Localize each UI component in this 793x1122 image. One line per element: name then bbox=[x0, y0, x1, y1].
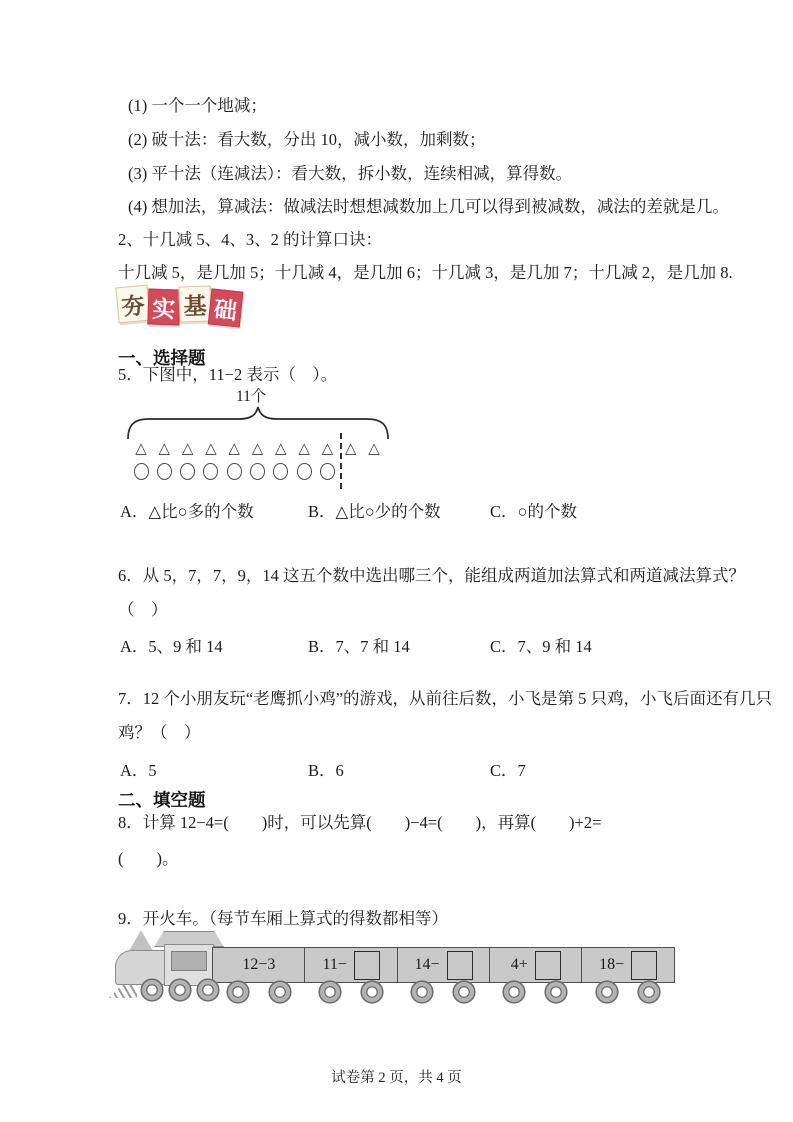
mnemonic-line: 十几减 5，是几加 5；十几减 4，是几加 6；十几减 3，是几加 7；十几减 2，是几加 8. bbox=[118, 263, 733, 282]
triangle-symbol: △ bbox=[251, 441, 264, 457]
foundation-stamp bbox=[117, 286, 241, 322]
q5-option-c: C．○的个数 bbox=[490, 502, 577, 521]
stamp-tile: 夯 bbox=[115, 285, 150, 324]
mnemonic-title: 2、十几减 5、4、3、2 的计算口诀： bbox=[118, 230, 382, 249]
brace-count-label: 11个 bbox=[236, 388, 267, 405]
train-car bbox=[397, 947, 491, 983]
triangle-symbol: △ bbox=[298, 441, 310, 457]
circle-symbol bbox=[203, 463, 218, 480]
train-car bbox=[489, 947, 583, 983]
triangle-symbol: △ bbox=[275, 441, 287, 457]
dashed-divider bbox=[340, 433, 342, 489]
triangle-symbol: △ bbox=[321, 441, 334, 457]
car-expression: 18− bbox=[599, 956, 625, 973]
method-line-3: (3) 平十法（连减法）：看大数，拆小数，连续相减，算得数。 bbox=[128, 164, 573, 183]
question-6-text2: （ ） bbox=[118, 600, 168, 619]
stamp-tile: 基 bbox=[178, 285, 211, 322]
car-expression: 12−3 bbox=[242, 956, 276, 973]
question-8-line1: 8．计算 12−4=( )时，可以先算( )−4=( )，再算( )+2= bbox=[118, 813, 602, 832]
circle-symbol bbox=[227, 463, 242, 480]
answer-box bbox=[535, 951, 561, 980]
circle-symbol bbox=[250, 463, 265, 480]
question-7-text2: 鸡？（ ） bbox=[118, 723, 201, 742]
triangle-symbol: △ bbox=[158, 441, 171, 457]
question-5-text: 5．下图中，11−2 表示（ ）。 bbox=[118, 365, 338, 384]
triangle-symbol: △ bbox=[344, 441, 357, 457]
circle-symbol bbox=[297, 463, 312, 480]
triangle-symbol: △ bbox=[228, 441, 240, 457]
method-line-4: (4) 想加法，算减法：做减法时想想减数加上几可以得到被减数，减法的差就是几。 bbox=[128, 197, 729, 216]
wheel bbox=[170, 980, 190, 1000]
q7-option-a: A．5 bbox=[120, 761, 157, 780]
circle-symbol bbox=[157, 463, 172, 480]
triangle-symbol: △ bbox=[181, 441, 194, 457]
answer-box bbox=[354, 951, 380, 980]
q7-option-c: C．7 bbox=[490, 761, 526, 780]
wheel bbox=[597, 982, 617, 1002]
section-heading-choice: 一、选择题 bbox=[118, 348, 206, 368]
wheel bbox=[270, 982, 290, 1002]
q6-option-b: B．7、7 和 14 bbox=[308, 637, 410, 656]
wheel bbox=[546, 982, 566, 1002]
train-car bbox=[581, 947, 675, 983]
stamp-tile: 实 bbox=[147, 288, 180, 325]
question-9-text: 9．开火车。（每节车厢上算式的得数都相等） bbox=[118, 909, 448, 928]
car-expression: 4+ bbox=[510, 956, 528, 973]
circle-symbol bbox=[320, 463, 335, 480]
stamp-tile: 础 bbox=[208, 288, 244, 327]
wheel bbox=[412, 982, 432, 1002]
question-7-text: 7．12 个小朋友玩“老鹰抓小鸡”的游戏，从前往后数，小飞是第 5 只鸡，小飞后面还有几只 bbox=[118, 689, 773, 708]
method-line-2: (2) 破十法：看大数，分出 10，减小数，加剩数； bbox=[128, 130, 486, 149]
circle-symbol bbox=[180, 463, 195, 480]
method-line-1: (1) 一个一个地减； bbox=[128, 96, 267, 115]
question-8-line2: ( )。 bbox=[118, 849, 179, 868]
wheel bbox=[504, 982, 524, 1002]
wheel bbox=[320, 982, 340, 1002]
q5-option-a: A．△比○多的个数 bbox=[120, 502, 254, 521]
circle-symbol bbox=[273, 463, 288, 480]
q6-option-c: C．7、9 和 14 bbox=[490, 637, 592, 656]
q6-option-a: A．5、9 和 14 bbox=[120, 637, 223, 656]
q5-option-b: B．△比○少的个数 bbox=[308, 502, 441, 521]
wheel bbox=[198, 980, 218, 1000]
section-heading-fill: 二、填空题 bbox=[118, 790, 206, 810]
wheel bbox=[639, 982, 659, 1002]
triangle-symbol: △ bbox=[205, 441, 217, 457]
q7-option-b: B．6 bbox=[308, 761, 344, 780]
wheel bbox=[362, 982, 382, 1002]
triangle-symbol: △ bbox=[135, 441, 147, 457]
wheel bbox=[142, 980, 162, 1000]
locomotive-window bbox=[171, 951, 207, 971]
locomotive-chimney bbox=[129, 930, 153, 951]
answer-box bbox=[447, 951, 473, 980]
train-car bbox=[212, 947, 306, 983]
footer-page-number: 试卷第 2 页，共 4 页 bbox=[331, 1070, 462, 1086]
circle-symbol bbox=[134, 463, 149, 480]
triangle-symbol: △ bbox=[368, 441, 380, 457]
answer-box bbox=[631, 951, 657, 980]
wheel bbox=[454, 982, 474, 1002]
wheel bbox=[228, 982, 248, 1002]
question-6-text: 6．从 5，7，7，9，14 这五个数中选出哪三个，能组成两道加法算式和两道减法算式？ bbox=[118, 566, 745, 585]
train-car bbox=[304, 947, 398, 983]
car-expression: 14− bbox=[414, 956, 440, 973]
train-diagram bbox=[112, 924, 687, 1010]
car-expression: 11− bbox=[322, 956, 347, 973]
